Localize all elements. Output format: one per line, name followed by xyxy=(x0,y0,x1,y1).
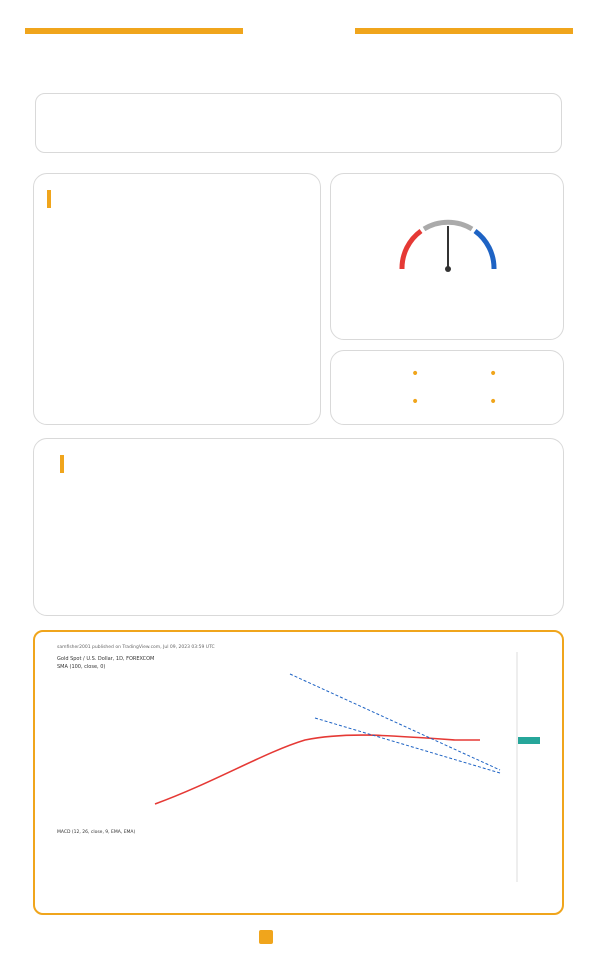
dot-icon: • xyxy=(411,366,420,382)
sentiment-gauge xyxy=(331,174,565,274)
bcr-logo-icon xyxy=(259,930,273,944)
price-tag-box xyxy=(518,737,540,744)
heading-accent xyxy=(60,455,64,473)
header-left-bar xyxy=(25,28,243,34)
dot-icon: • xyxy=(489,366,498,382)
chart-ma-line: SMA (100, close, 0) xyxy=(57,664,106,670)
technical-heading xyxy=(60,455,72,473)
chart-header-small: samfisher2001 published on TradingView.com, Jul 09, 2023 03:59 UTC xyxy=(57,645,215,650)
macd-label: MACD (12, 26, close, 9, EMA, EMA) xyxy=(57,830,136,835)
levels-card xyxy=(330,350,564,425)
heading-accent xyxy=(47,190,51,208)
recommendation-card xyxy=(35,93,562,153)
chart-symbol-line: Gold Spot / U.S. Dollar, 1D, FOREXCOM xyxy=(57,656,155,662)
sma-100-line xyxy=(155,735,480,804)
gauge-hub xyxy=(445,266,451,272)
gauge-arc-sell xyxy=(402,231,421,269)
gauge-arc-buy xyxy=(475,231,494,269)
price-chart xyxy=(35,632,564,892)
fundamentals-heading xyxy=(47,190,59,208)
dot-icon: • xyxy=(411,394,420,410)
header-right-bar xyxy=(355,28,573,34)
wedge-lower-line xyxy=(315,718,500,773)
dot-icon: • xyxy=(489,394,498,410)
chart-frame xyxy=(33,630,564,915)
gauge-card xyxy=(330,173,564,340)
fundamentals-card xyxy=(33,173,321,425)
wedge-upper-line xyxy=(290,674,500,770)
footer-logo xyxy=(259,930,277,944)
technical-card xyxy=(33,438,564,616)
